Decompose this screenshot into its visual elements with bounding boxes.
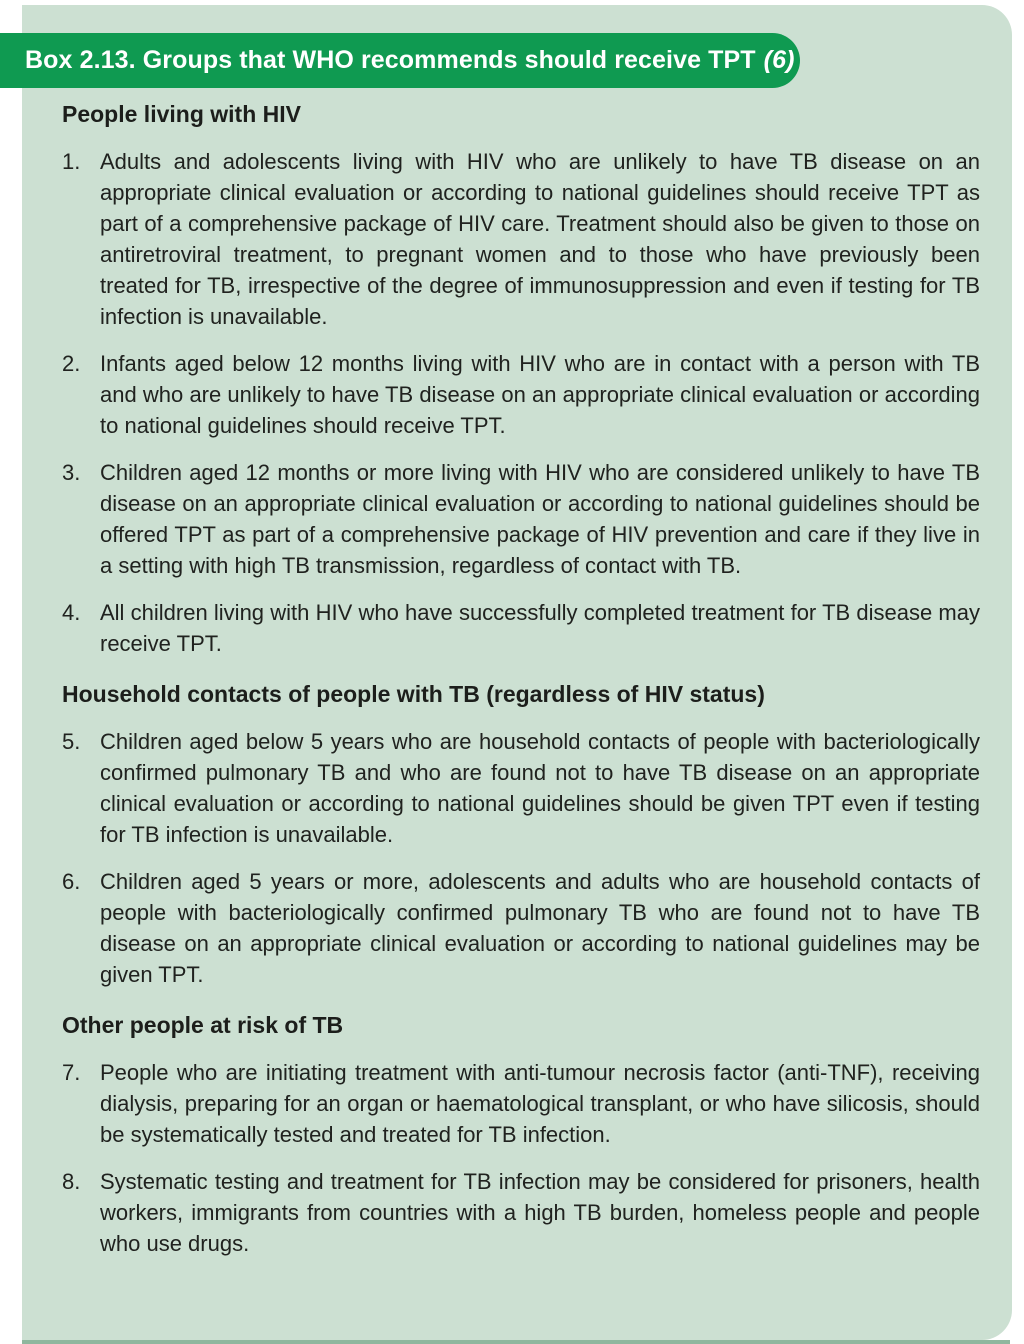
list-item [62, 726, 980, 850]
item-text: People who are initiating treatment with anti-tumour necrosis factor (anti-TNF), receiving dialysis, preparing for an organ or haematological transplant, or who have silicosis, should be systematically tested and treated for TB infection. [100, 1060, 980, 1147]
item-number: 6. [62, 869, 81, 894]
item-text: Children aged 12 months or more living with HIV who are considered unlikely to have TB disease on an appropriate clinical evaluation or according to national guidelines should be offered TPT as part of a comprehensive package of HIV prevention and care if they live in a setting with high TB transmission, regardless of contact with TB. [100, 460, 980, 578]
list-item [62, 597, 980, 659]
item-number: 3. [62, 460, 81, 485]
box-title-bar [0, 33, 800, 88]
item-text: All children living with HIV who have successfully completed treatment for TB disease may receive TPT. [100, 600, 980, 656]
item-text: Children aged 5 years or more, adolescents and adults who are household contacts of people with bacteriologically confirmed pulmonary TB who are found not to have TB disease on an appropriate clinical evaluation or according to national guidelines may be given TPT. [100, 869, 980, 987]
item-text: Infants aged below 12 months living with HIV who are in contact with a person with TB and who are unlikely to have TB disease on an appropriate clinical evaluation or according to national guidelines should receive TPT. [100, 351, 980, 438]
item-number: 8. [62, 1169, 81, 1194]
box-title-reference: (6) [763, 46, 795, 74]
item-number: 4. [62, 600, 81, 625]
list-item [62, 457, 980, 581]
item-text: Adults and adolescents living with HIV who are unlikely to have TB disease on an appropriate clinical evaluation or according to national guidelines should receive TPT as part of a comprehensive package of HIV care. Treatment should also be given to those on antiretroviral treatment, to pregnant women and to those who have previously been treated for TB, irrespective of the degree of immunosuppression and even if testing for TB infection is unavailable. [100, 149, 980, 329]
list-item [62, 146, 980, 332]
item-text: Systematic testing and treatment for TB infection may be considered for prisoners, health workers, immigrants from countries with a high TB burden, homeless people and people who use drugs. [100, 1169, 980, 1256]
item-number: 2. [62, 351, 81, 376]
section-heading-household-contacts: Household contacts of people with TB (regardless of HIV status) [62, 681, 765, 707]
item-number: 1. [62, 149, 81, 174]
section-heading-other-people-at-risk: Other people at risk of TB [62, 1012, 344, 1038]
box-content [62, 99, 980, 1259]
list-item [62, 1057, 980, 1150]
list-item [62, 348, 980, 441]
item-number: 5. [62, 729, 81, 754]
section-heading-people-living-with-hiv: People living with HIV [62, 101, 301, 127]
list-item [62, 1166, 980, 1259]
list-item [62, 866, 980, 990]
bottom-edge-strip [22, 1340, 1010, 1344]
item-number: 7. [62, 1060, 81, 1085]
box-title: Box 2.13. Groups that WHO recommends should receive TPT [25, 46, 756, 74]
item-text: Children aged below 5 years who are household contacts of people with bacteriologically confirmed pulmonary TB and who are found not to have TB disease on an appropriate clinical evaluation or according to national guidelines should be given TPT even if testing for TB infection is unavailable. [100, 729, 980, 847]
